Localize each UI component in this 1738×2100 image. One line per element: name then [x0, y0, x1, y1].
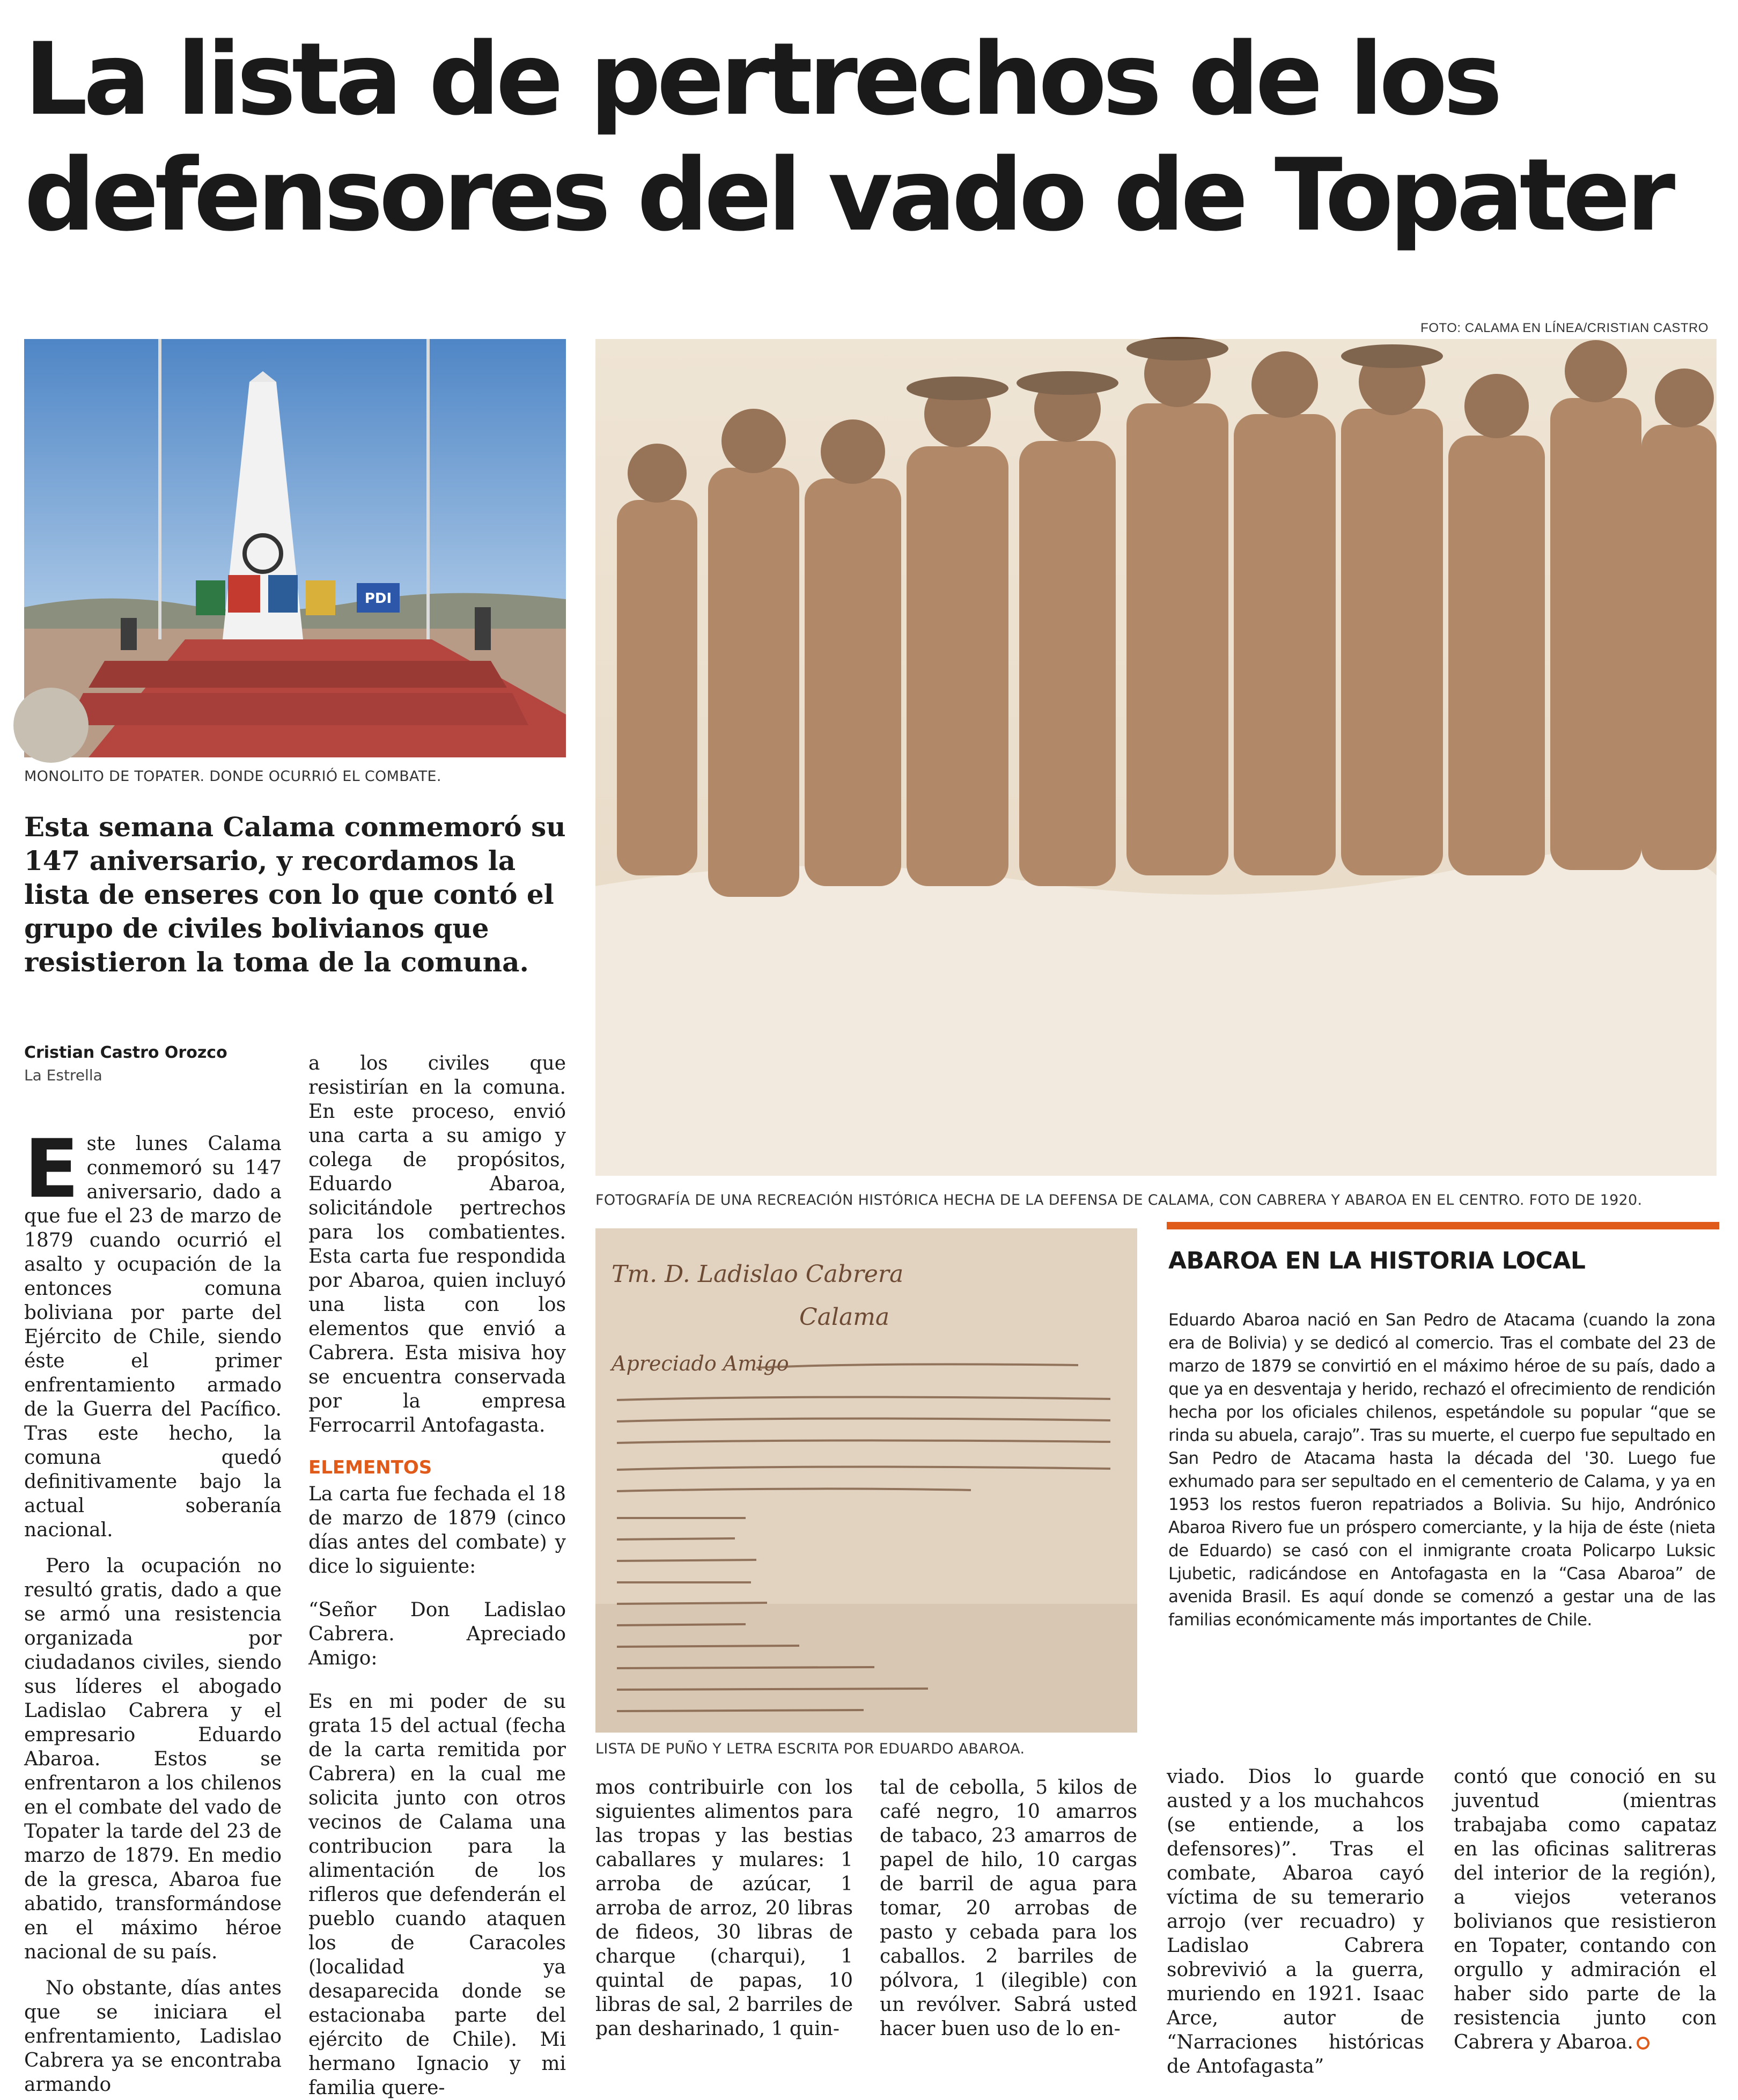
body-column-6: [1454, 1765, 1717, 2054]
paragraph: “Señor Don Ladislao Cabrera. Apreciado Amigo:: [308, 1599, 566, 1669]
photo-credit: FOTO: CALAMA EN LÍNEA/CRISTIAN CASTRO: [1420, 321, 1708, 335]
sidebar-text: Eduardo Abaroa nació en San Pedro de Atacama (cuando la zona era de Bolivia) y se dedicó al comercio. Tras el combate del 23 de marzo de 1879 se convirtió en el máximo héroe de su país, dado a que ya en desventaja y herido, rechazó el ofrecimiento de rendición hecha por los oficiales chilenos, espetándole su popular “que se rinda su abuela, carajo”. Tras su muerte, el cuerpo fue sepultado en San Pedro de Atacama hasta la década del '30. Luego fue exhumado para ser sepultado en el cementerio de Calama, y ya en 1953 los restos fueron repatriados a Bolivia. Su hijo, Andrónico Abaroa Rivero fue un próspero comerciante, y la hija de éste (nieta de Eduardo) se casó con el inmigrante croata Policarpo Luksic Ljubetic, radicándose en Antofagasta en la “Casa Abaroa” de avenida Brasil. Es aquí donde se comenzó a gestar una de las familias económicamente más importantes de Chile.: [1168, 1310, 1715, 1630]
paragraph: Es en mi poder de su grata 15 del actual (fecha de la carta remitida por Cabrera) en la cual me solicita junto con otros vecinos de Calama una contribucion para la alimentación de los rifleros que defenderán el pueblo cuando ataquen los de Caracoles (localidad ya desaparecida donde se estacionaba parte del ejército de Chile). Mi hermano Ignacio y mi familia quere-: [308, 1691, 566, 2099]
paragraph: Pero la ocupación no resultó gratis, dado a que se armó una resistencia organizada por ciudadanos civiles, siendo sus líderes el abogado Ladislao Cabrera y el empresario Eduardo Abaroa. Estos se enfrentaron a los chilenos en el combate del vado de Topater la tarde del 23 de marzo de 1879. En medio de la gresca, Abaroa fue abatido, transformándose en el máximo héroe nacional de su país.: [24, 1555, 282, 1963]
deck-text: Esta semana Calama conmemoró su 147 aniversario, y recordamos la lista de enseres con lo que contó el grupo de civiles bolivianos que resistieron la toma de la comuna.: [24, 811, 566, 978]
paragraph: viado. Dios lo guarde austed y a los muchahcos (se entiende, a los defensores)”. Tras el combate, Abaroa cayó víctima de su temerario arrojo (ver recuadro) y Ladislao Cabrera sobrevivió a la guerra, muriendo en 1921. Isaac Arce, autor de “Narraciones históricas de Antofagasta”: [1167, 1766, 1424, 2077]
letter-caption: LISTA DE PUÑO Y LETRA ESCRITA POR EDUARDO ABAROA.: [595, 1741, 1025, 1757]
letter-line-3: Apreciado Amigo: [612, 1352, 789, 1375]
byline-author: Cristian Castro Orozco: [24, 1043, 227, 1062]
letter-line-1: Tm. D. Ladislao Cabrera: [612, 1261, 904, 1288]
historic-group-illustration: [595, 339, 1717, 1176]
historic-photo: [595, 339, 1717, 1176]
subheading: ELEMENTOS: [308, 1457, 432, 1478]
letter-photo: [595, 1228, 1137, 1733]
end-mark-icon: [1637, 2037, 1649, 2050]
body-column-4: [880, 1775, 1137, 2041]
body-column-3: [595, 1775, 853, 2041]
paragraph: La carta fue fechada el 18 de marzo de 1879 (cinco días antes del combate) y dice lo siguiente:: [308, 1483, 566, 1578]
sidebar-title: ABAROA EN LA HISTORIA LOCAL: [1168, 1247, 1586, 1274]
byline-outlet: La Estrella: [24, 1066, 102, 1084]
paragraph: mos contribuirle con los siguientes alimentos para las tropas y las bestias caballares y mulares: 1 arroba de azúcar, 1 arroba de arroz, 20 libras de fideos, 30 libras de charque (charqui), 1 quintal de papas, 10 libras de sal, 2 barriles de pan desharinado, 1 quin-: [595, 1777, 853, 2040]
monolith-illustration: [24, 339, 566, 757]
letter-line-2: Calama: [799, 1303, 890, 1331]
pdi-sign: PDI: [364, 591, 392, 607]
body-column-5: [1167, 1765, 1424, 2079]
body-column-2: [308, 1051, 566, 2100]
headline: La lista de pertrechos de los defensores del vado de Topater: [24, 21, 1671, 253]
paragraph: ste lunes Calama conmemoró su 147 aniversario, dado a que fue el 23 de marzo de 1879 cuando ocurrió el asalto y ocupación de la entonces comuna boliviana por parte del Ejército de Chile, siendo éste el primer enfrentamiento armado de la Guerra del Pacífico. Tras este hecho, la comuna quedó definitivamente bajo la actual soberanía nacional.: [24, 1133, 282, 1541]
monolith-photo: [24, 339, 566, 757]
historic-photo-caption: FOTOGRAFÍA DE UNA RECREACIÓN HISTÓRICA HECHA DE LA DEFENSA DE CALAMA, CON CABRERA Y ABAROA EN EL CENTRO. FOTO DE 1920.: [595, 1192, 1643, 1209]
drop-cap: E: [24, 1123, 79, 1216]
sidebar-accent-rule: [1167, 1222, 1719, 1229]
paragraph: a los civiles que resistirían en la comuna. En este proceso, envió una carta a su amigo y colega de propósitos, Eduardo Abaroa, solicitándole pertrechos para los combatientes. Esta carta fue respondida por Abaroa, quien incluyó una lista con los elementos que envió a Cabrera. Esta misiva hoy se encuentra conservada por la empresa Ferrocarril Antofagasta.: [308, 1052, 566, 1436]
paragraph: No obstante, días antes que se iniciara el enfrentamiento, Ladislao Cabrera ya se encontraba armando: [24, 1977, 282, 2096]
body-column-1: [24, 1123, 282, 2097]
monolith-caption: MONOLITO DE TOPATER. DONDE OCURRIÓ EL COMBATE.: [24, 768, 441, 785]
paragraph: contó que conoció en su juventud (mientras trabajaba como capataz en las oficinas salitreras del interior de la región), a viejos veteranos bolivianos que resistieron en Topater, contando con orgullo y admiración el haber sido parte de la resistencia junto con Cabrera y Abaroa.: [1454, 1766, 1717, 2053]
paragraph: tal de cebolla, 5 kilos de café negro, 10 amarros de tabaco, 23 amarros de papel de hilo, 10 cargas de barril de agua para tomar, 20 arrobas de pasto y cebada para los caballos. 2 barriles de pólvora, 1 (ilegible) con un revólver. Sabrá usted hacer buen uso de lo en-: [880, 1777, 1137, 2040]
letter-illustration: [595, 1228, 1137, 1733]
